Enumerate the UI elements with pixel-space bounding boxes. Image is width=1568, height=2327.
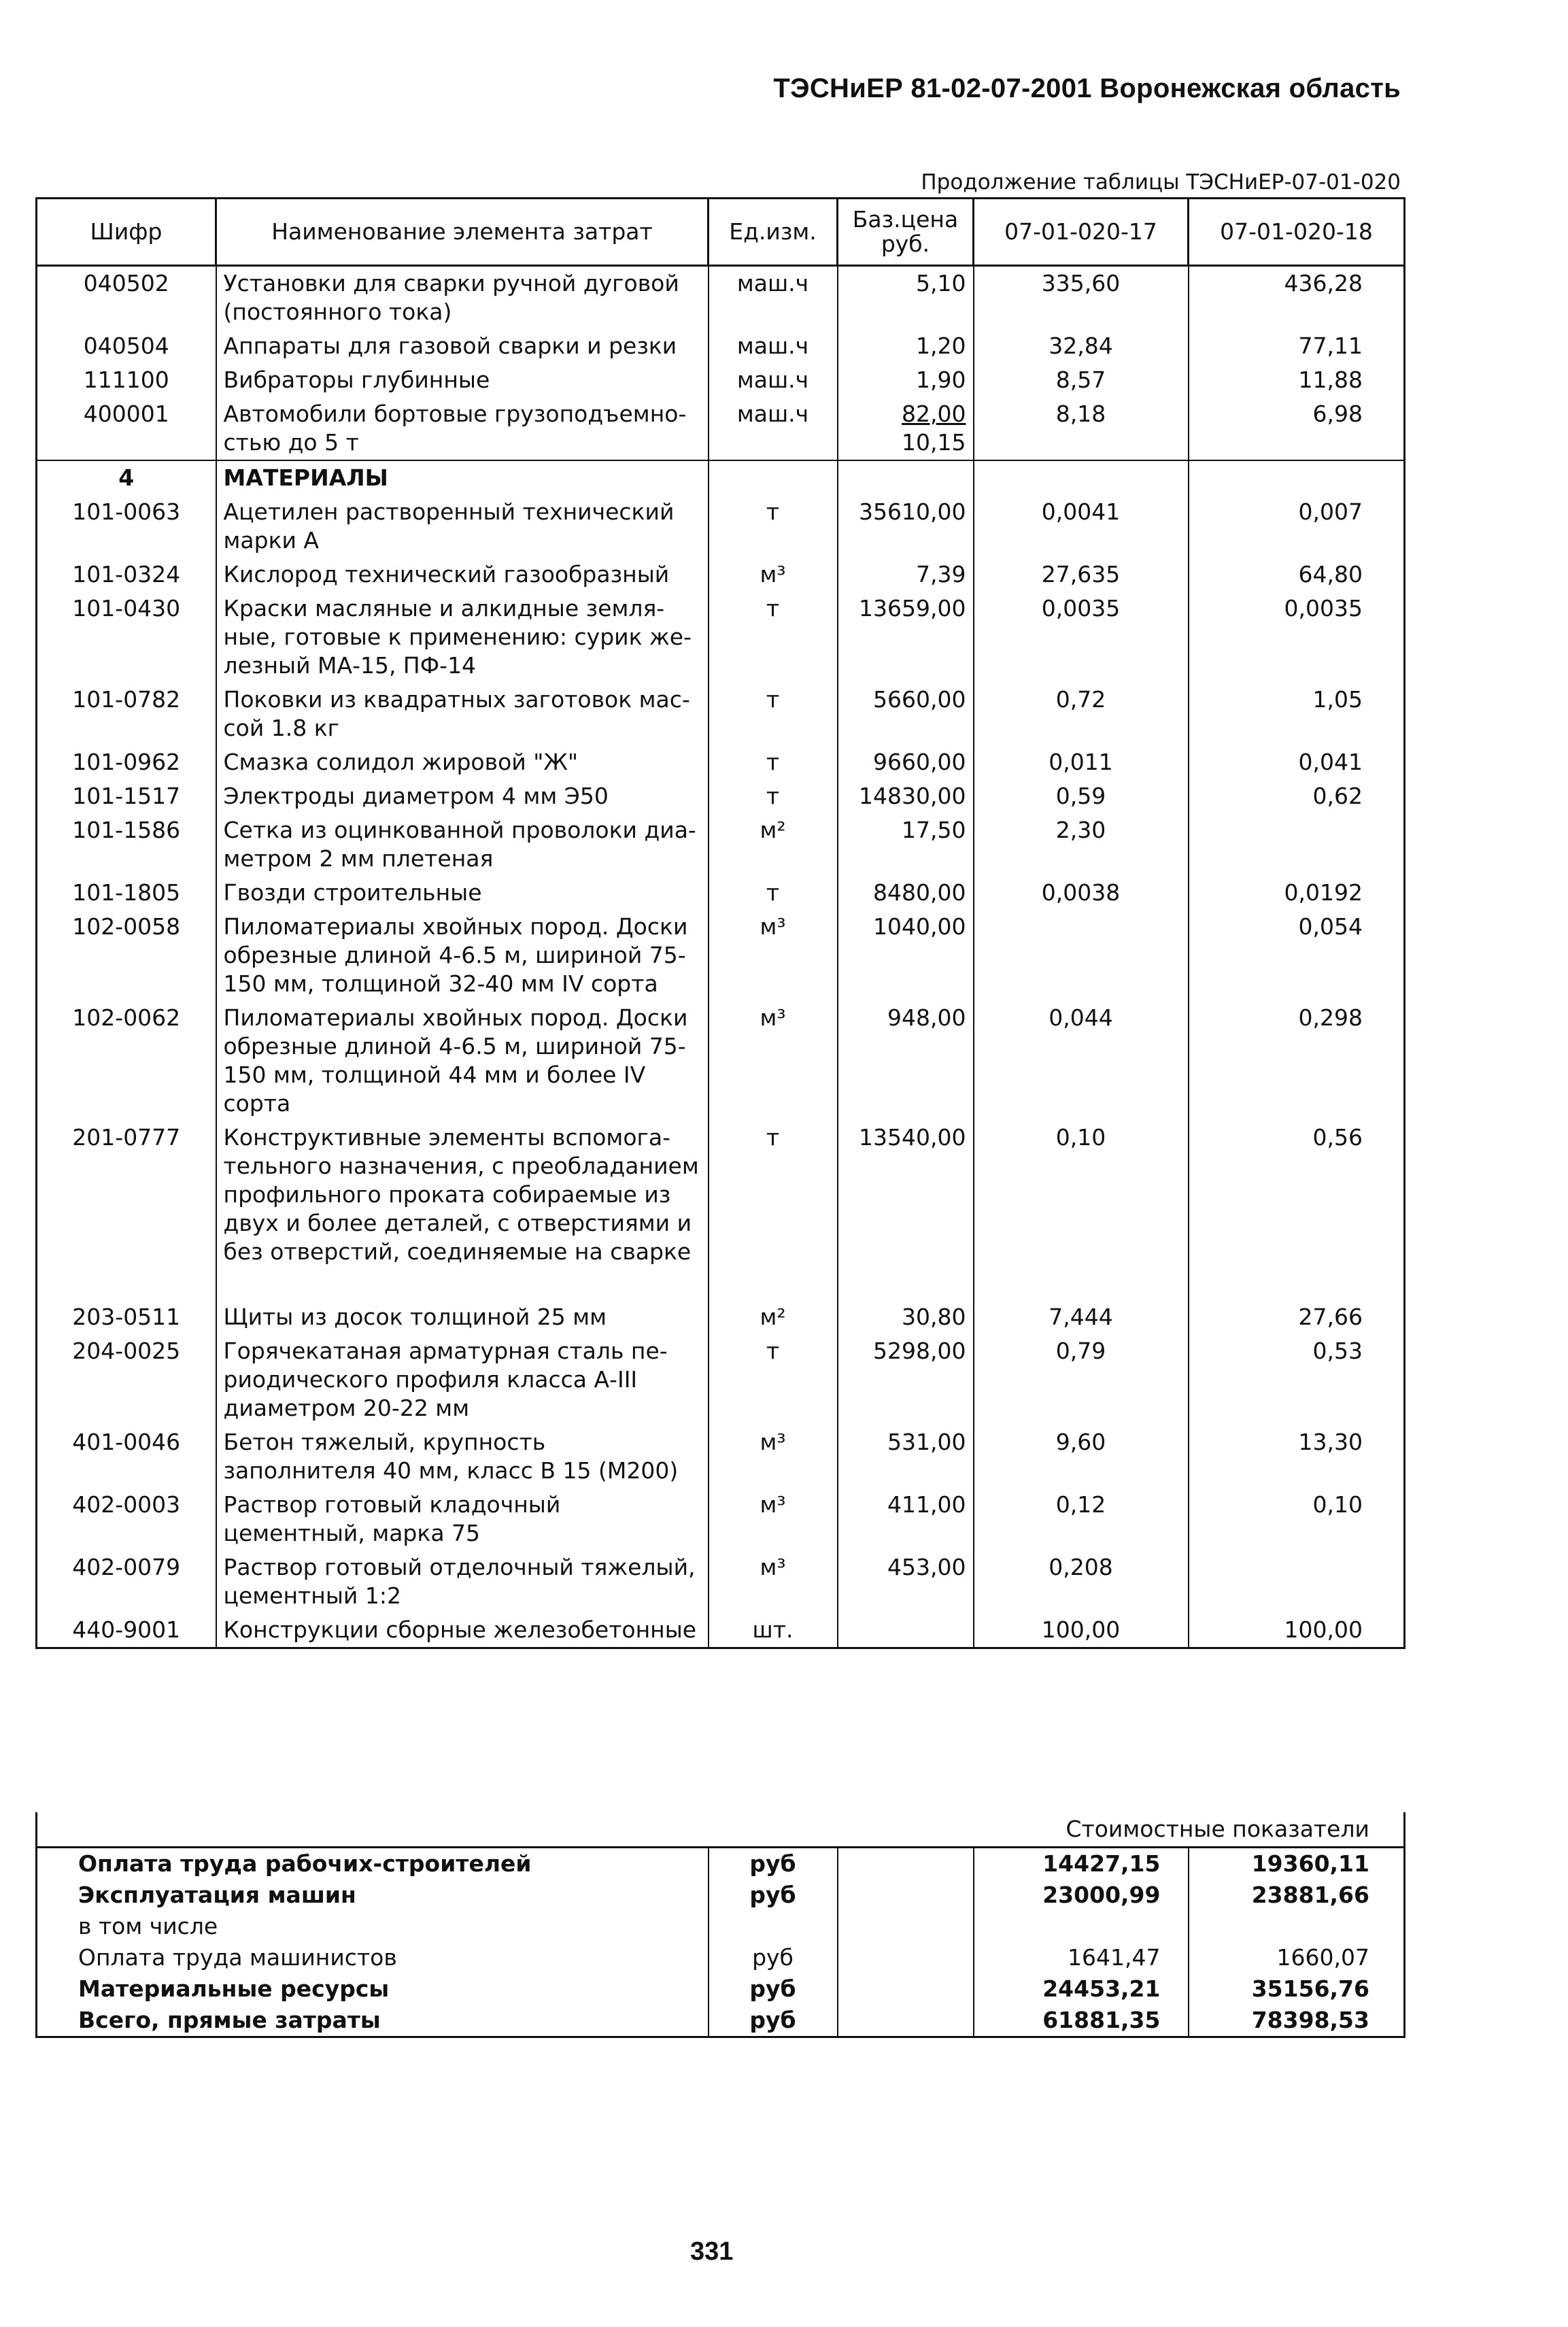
table-row (37, 592, 1405, 683)
cell-name: Поковки из квадратных заготовок мас-сой 1.8 кг (216, 683, 709, 745)
cell-value-17: 0,59 (974, 779, 1189, 813)
cell-value-17: 0,011 (974, 745, 1189, 779)
cost-unit: руб (709, 1880, 838, 1911)
cell-price: 7,39 (838, 558, 974, 592)
cost-label: в том числе (37, 1911, 709, 1942)
cell-price: 35610,00 (838, 495, 974, 558)
cost-unit: руб (709, 1973, 838, 2005)
cell-code: 101-0782 (37, 683, 216, 745)
cost-section-header: Стоимостные показатели (37, 1812, 1405, 1848)
cell-name: Сетка из оцинкованной проволоки диа-метром 2 мм плетеная (216, 813, 709, 876)
cell-name: Аппараты для газовой сварки и резки (216, 329, 709, 363)
table-row (37, 910, 1405, 1001)
cost-value-17: 14427,15 (974, 1848, 1189, 1880)
cost-empty (838, 1973, 974, 2005)
cell-value-18 (1189, 1550, 1405, 1613)
cell-value-18: 0,041 (1189, 745, 1405, 779)
table-row (37, 329, 1405, 363)
cell-value-18: 11,88 (1189, 363, 1405, 397)
cell-price: 1,20 (838, 329, 974, 363)
section-row (37, 460, 1405, 495)
cell-price: 30,80 (838, 1300, 974, 1334)
cell-value-18: 0,53 (1189, 1334, 1405, 1425)
cell-value-18: 0,054 (1189, 910, 1405, 1001)
cell-unit: маш.ч (709, 363, 838, 397)
cell-code: 400001 (37, 397, 216, 460)
cost-unit: руб (709, 1848, 838, 1880)
cell-price: 14830,00 (838, 779, 974, 813)
cell-value-18: 77,11 (1189, 329, 1405, 363)
cell-name: Краски масляные и алкидные земля-ные, готовые к применению: сурик же-лезный МА-15, ПФ-14 (216, 592, 709, 683)
cell-unit: т (709, 683, 838, 745)
cell-name: Ацетилен растворенный технический марки А (216, 495, 709, 558)
col-header-17: 07-01-020-17 (974, 199, 1189, 266)
cell-name: Раствор готовый кладочный цементный, марка 75 (216, 1488, 709, 1550)
cost-row (37, 2005, 1405, 2037)
table-row (37, 558, 1405, 592)
cost-value-18: 23881,66 (1189, 1880, 1405, 1911)
table-row (37, 779, 1405, 813)
table-row (37, 876, 1405, 910)
cell-value-18: 0,0192 (1189, 876, 1405, 910)
cell-code: 101-1586 (37, 813, 216, 876)
cost-row (37, 1942, 1405, 1973)
cell-price: 411,00 (838, 1488, 974, 1550)
cell-value-17: 100,00 (974, 1613, 1189, 1648)
cell-value-17: 335,60 (974, 266, 1189, 330)
cost-row (37, 1911, 1405, 1942)
cell-name: Конструкции сборные железобетонные (216, 1613, 709, 1648)
table-row (37, 266, 1405, 330)
cost-label: Эксплуатация машин (37, 1880, 709, 1911)
cell-value-18: 13,30 (1189, 1425, 1405, 1488)
cell-unit: т (709, 876, 838, 910)
cell-value-17 (974, 910, 1189, 1001)
cell-code: 402-0003 (37, 1488, 216, 1550)
cell-value-18: 6,98 (1189, 397, 1405, 460)
cell-unit: т (709, 1334, 838, 1425)
cell-unit: м³ (709, 558, 838, 592)
cell-unit: м³ (709, 1001, 838, 1121)
cost-empty (838, 1880, 974, 1911)
cell-value-17: 0,0041 (974, 495, 1189, 558)
cell-price: 9660,00 (838, 745, 974, 779)
cost-value-18 (1189, 1911, 1405, 1942)
cell-price: 453,00 (838, 1550, 974, 1613)
cost-value-17: 24453,21 (974, 1973, 1189, 2005)
cell-code: 101-0962 (37, 745, 216, 779)
cell-unit: маш.ч (709, 329, 838, 363)
materials-body (37, 495, 1405, 1648)
cell-unit: т (709, 1121, 838, 1300)
cost-row (37, 1880, 1405, 1911)
cell-name: Бетон тяжелый, крупность заполнителя 40 мм, класс В 15 (М200) (216, 1425, 709, 1488)
cell-price: 1,90 (838, 363, 974, 397)
section-name: МАТЕРИАЛЫ (216, 460, 709, 495)
cell-code: 101-0430 (37, 592, 216, 683)
cost-label: Материальные ресурсы (37, 1973, 709, 2005)
cell-price: 8480,00 (838, 876, 974, 910)
cost-value-18: 78398,53 (1189, 2005, 1405, 2037)
page-number: 331 (690, 2237, 734, 2266)
cost-value-17: 61881,35 (974, 2005, 1189, 2037)
cell-value-18: 64,80 (1189, 558, 1405, 592)
col-header-price: Баз.цена руб. (838, 199, 974, 266)
cell-price: 1040,00 (838, 910, 974, 1001)
cost-empty (838, 1942, 974, 1973)
cost-value-18: 19360,11 (1189, 1848, 1405, 1880)
cost-row (37, 1973, 1405, 2005)
resource-table (35, 197, 1405, 1649)
table-row (37, 363, 1405, 397)
table-row (37, 1121, 1405, 1300)
cell-code: 102-0062 (37, 1001, 216, 1121)
table-row (37, 1488, 1405, 1550)
table-row (37, 397, 1405, 460)
table-row (37, 1334, 1405, 1425)
table-row (37, 745, 1405, 779)
cell-value-18: 0,298 (1189, 1001, 1405, 1121)
cell-code: 201-0777 (37, 1121, 216, 1300)
cell-unit: м³ (709, 1550, 838, 1613)
cell-name: Смазка солидол жировой "Ж" (216, 745, 709, 779)
document-header: ТЭСНиЕР 81-02-07-2001 Воронежская область (773, 73, 1401, 103)
cell-name: Установки для сварки ручной дуговой (постоянного тока) (216, 266, 709, 330)
cell-value-17: 8,57 (974, 363, 1189, 397)
cell-price (838, 397, 974, 460)
cell-unit: м² (709, 813, 838, 876)
cell-code: 111100 (37, 363, 216, 397)
cell-name: Автомобили бортовые грузоподъемно-стью до 5 т (216, 397, 709, 460)
cell-value-18: 0,62 (1189, 779, 1405, 813)
cell-name: Кислород технический газообразный (216, 558, 709, 592)
machines-body (37, 266, 1405, 461)
cell-unit: т (709, 592, 838, 683)
cell-price: 5660,00 (838, 683, 974, 745)
cost-label: Оплата труда рабочих-строителей (37, 1848, 709, 1880)
cost-value-18: 35156,76 (1189, 1973, 1405, 2005)
cell-value-17: 0,208 (974, 1550, 1189, 1613)
table-row (37, 683, 1405, 745)
cell-unit: м³ (709, 1488, 838, 1550)
cell-value-17: 0,10 (974, 1121, 1189, 1300)
cell-price-secondary: 10,15 (902, 429, 966, 456)
cell-unit: т (709, 745, 838, 779)
cost-unit (709, 1911, 838, 1942)
table-header-row (37, 199, 1405, 266)
cell-name: Пиломатериалы хвойных пород. Доски обрезные длиной 4-6.5 м, шириной 75-150 мм, толщиной 32-40 мм IV сорта (216, 910, 709, 1001)
cell-value-18 (1189, 813, 1405, 876)
cell-code: 040504 (37, 329, 216, 363)
table-row (37, 1001, 1405, 1121)
cell-price (838, 1613, 974, 1648)
cost-table (35, 1812, 1405, 2038)
cell-price-value: 82,00 (902, 401, 966, 427)
cost-label: Оплата труда машинистов (37, 1942, 709, 1973)
col-header-name: Наименование элемента затрат (216, 199, 709, 266)
cell-name: Конструктивные элементы вспомога-тельного назначения, с преобладанием профильного проката собираемые из двух и более деталей, с отверстиями и без отверстий, соединяемые на сварке (216, 1121, 709, 1300)
cost-value-17: 23000,99 (974, 1880, 1189, 1911)
section-code: 4 (37, 460, 216, 495)
cell-price: 531,00 (838, 1425, 974, 1488)
cell-code: 203-0511 (37, 1300, 216, 1334)
cell-value-18: 0,10 (1189, 1488, 1405, 1550)
table-row (37, 1300, 1405, 1334)
cell-value-17: 0,79 (974, 1334, 1189, 1425)
cost-row (37, 1848, 1405, 1880)
cell-code: 101-0324 (37, 558, 216, 592)
cell-name: Гвозди строительные (216, 876, 709, 910)
cell-code: 204-0025 (37, 1334, 216, 1425)
table-row (37, 495, 1405, 558)
cell-code: 401-0046 (37, 1425, 216, 1488)
table-row (37, 1613, 1405, 1648)
table-row (37, 1425, 1405, 1488)
cell-price: 13540,00 (838, 1121, 974, 1300)
cell-value-18: 27,66 (1189, 1300, 1405, 1334)
cost-value-17 (974, 1911, 1189, 1942)
cell-value-17: 32,84 (974, 329, 1189, 363)
cell-price: 5298,00 (838, 1334, 974, 1425)
cell-unit: маш.ч (709, 266, 838, 330)
cell-value-18: 0,0035 (1189, 592, 1405, 683)
cell-value-18: 100,00 (1189, 1613, 1405, 1648)
cell-value-17: 0,12 (974, 1488, 1189, 1550)
cell-value-18: 0,56 (1189, 1121, 1405, 1300)
cell-code: 040502 (37, 266, 216, 330)
cell-value-18: 1,05 (1189, 683, 1405, 745)
cell-name: Пиломатериалы хвойных пород. Доски обрезные длиной 4-6.5 м, шириной 75-150 мм, толщиной 44 мм и более IV сорта (216, 1001, 709, 1121)
cost-empty (838, 2005, 974, 2037)
cell-code: 102-0058 (37, 910, 216, 1001)
cell-code: 440-9001 (37, 1613, 216, 1648)
cost-unit: руб (709, 2005, 838, 2037)
section-body (37, 460, 1405, 495)
col-header-18: 07-01-020-18 (1189, 199, 1405, 266)
cell-code: 101-1805 (37, 876, 216, 910)
cell-unit: маш.ч (709, 397, 838, 460)
cell-name: Щиты из досок толщиной 25 мм (216, 1300, 709, 1334)
table-continuation-note: Продолжение таблицы ТЭСНиЕР-07-01-020 (921, 170, 1401, 194)
cell-price: 948,00 (838, 1001, 974, 1121)
cell-price: 5,10 (838, 266, 974, 330)
cell-code: 101-0063 (37, 495, 216, 558)
cell-unit: шт. (709, 1613, 838, 1648)
cell-unit: т (709, 495, 838, 558)
cell-code: 101-1517 (37, 779, 216, 813)
cell-value-17: 0,044 (974, 1001, 1189, 1121)
col-header-code: Шифр (37, 199, 216, 266)
cost-unit: руб (709, 1942, 838, 1973)
cell-name: Горячекатаная арматурная сталь пе-риодического профиля класса А-III диаметром 20-22 мм (216, 1334, 709, 1425)
cell-unit: т (709, 779, 838, 813)
table-row (37, 1550, 1405, 1613)
cell-value-18: 0,007 (1189, 495, 1405, 558)
cell-name: Электроды диаметром 4 мм Э50 (216, 779, 709, 813)
table-row (37, 813, 1405, 876)
cell-name: Раствор готовый отделочный тяжелый, цементный 1:2 (216, 1550, 709, 1613)
cell-value-17: 2,30 (974, 813, 1189, 876)
cell-name: Вибраторы глубинные (216, 363, 709, 397)
col-header-unit: Ед.изм. (709, 199, 838, 266)
cost-value-17: 1641,47 (974, 1942, 1189, 1973)
cell-value-17: 27,635 (974, 558, 1189, 592)
cell-price: 13659,00 (838, 592, 974, 683)
cost-label: Всего, прямые затраты (37, 2005, 709, 2037)
cell-code: 402-0079 (37, 1550, 216, 1613)
cost-value-18: 1660,07 (1189, 1942, 1405, 1973)
cell-value-17: 0,72 (974, 683, 1189, 745)
cell-value-17: 8,18 (974, 397, 1189, 460)
cost-empty (838, 1848, 974, 1880)
cell-value-17: 0,0038 (974, 876, 1189, 910)
cell-value-17: 7,444 (974, 1300, 1189, 1334)
cell-price: 17,50 (838, 813, 974, 876)
cell-value-18: 436,28 (1189, 266, 1405, 330)
cell-value-17: 9,60 (974, 1425, 1189, 1488)
cell-unit: м³ (709, 1425, 838, 1488)
cell-value-17: 0,0035 (974, 592, 1189, 683)
cost-empty (838, 1911, 974, 1942)
cell-unit: м² (709, 1300, 838, 1334)
cell-unit: м³ (709, 910, 838, 1001)
